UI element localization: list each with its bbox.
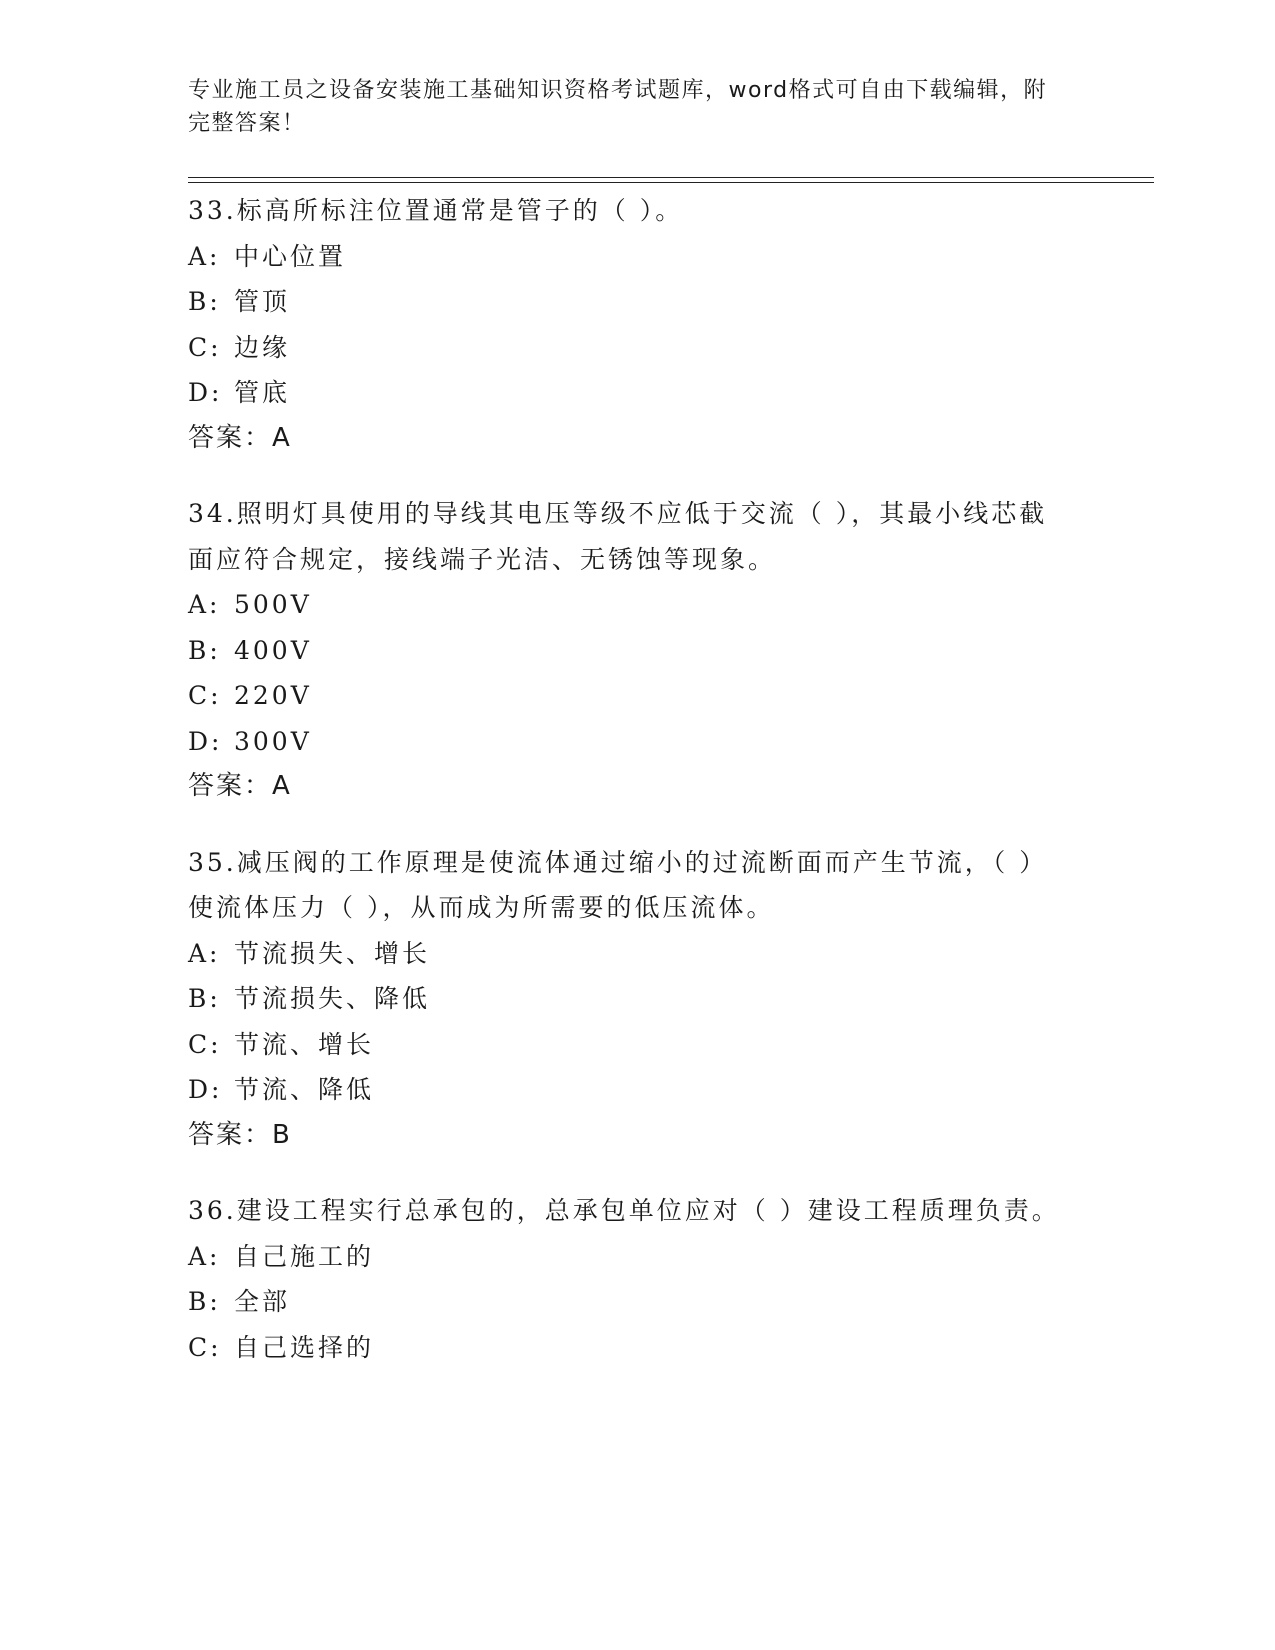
option-a bbox=[188, 582, 1068, 628]
option-c bbox=[188, 325, 1068, 371]
option-text: 220V bbox=[234, 681, 312, 710]
option-letter: B: bbox=[188, 635, 221, 665]
option-a bbox=[188, 931, 1068, 977]
document-header: 专业施工员之设备安装施工基础知识资格考试题库，word格式可自由下载编辑，附完整答案！ bbox=[188, 78, 1048, 136]
option-a bbox=[188, 234, 1068, 280]
option-letter: D: bbox=[188, 378, 223, 407]
option-text: 自己施工的 bbox=[234, 1241, 375, 1271]
option-text: 节流损失、降低 bbox=[234, 984, 431, 1013]
option-b bbox=[188, 1279, 1068, 1325]
option-c bbox=[188, 673, 1068, 719]
question-stem: 33.标高所标注位置通常是管子的（ ）。 bbox=[188, 196, 684, 225]
option-letter: D: bbox=[188, 726, 223, 756]
option-text: 全部 bbox=[234, 1287, 291, 1316]
header-divider-bottom bbox=[188, 182, 1154, 183]
answer-line: 答案：B bbox=[188, 1119, 292, 1150]
option-text: 管顶 bbox=[234, 287, 291, 316]
option-text: 管底 bbox=[234, 378, 291, 407]
option-letter: A: bbox=[188, 590, 221, 619]
option-d bbox=[188, 1067, 1068, 1113]
question-35 bbox=[188, 840, 1068, 1159]
option-c bbox=[188, 1325, 1068, 1371]
option-letter: C: bbox=[188, 332, 222, 362]
option-text: 节流损失、增长 bbox=[234, 938, 431, 968]
question-36 bbox=[188, 1188, 1068, 1370]
option-text: 中心位置 bbox=[234, 241, 347, 271]
option-letter: C: bbox=[188, 681, 222, 710]
option-c bbox=[188, 1022, 1068, 1068]
option-a bbox=[188, 1234, 1068, 1280]
question-stem: 36.建设工程实行总承包的，总承包单位应对（ ）建设工程质理负责。 bbox=[188, 1196, 1060, 1225]
answer-line: 答案：A bbox=[188, 771, 292, 801]
option-letter: A: bbox=[188, 241, 221, 271]
option-letter: A: bbox=[188, 1241, 221, 1271]
option-b bbox=[188, 976, 1068, 1022]
option-d bbox=[188, 370, 1068, 416]
option-text: 300V bbox=[234, 726, 312, 756]
option-letter: D: bbox=[188, 1075, 223, 1104]
option-letter: A: bbox=[188, 938, 221, 968]
option-text: 节流、降低 bbox=[234, 1075, 375, 1104]
option-d bbox=[188, 719, 1068, 765]
option-text: 节流、增长 bbox=[234, 1029, 375, 1059]
option-letter: B: bbox=[188, 1287, 221, 1316]
option-text: 自己选择的 bbox=[234, 1332, 375, 1362]
question-stem: 34.照明灯具使用的导线其电压等级不应低于交流（ ），其最小线芯截面应符合规定，接线端子光洁、无锈蚀等现象。 bbox=[188, 499, 1048, 574]
question-33 bbox=[188, 188, 1068, 461]
option-letter: B: bbox=[188, 287, 221, 316]
option-letter: C: bbox=[188, 1029, 222, 1059]
option-letter: B: bbox=[188, 984, 221, 1013]
option-b bbox=[188, 628, 1068, 674]
option-text: 500V bbox=[234, 590, 312, 619]
option-text: 边缘 bbox=[234, 332, 291, 362]
header-divider-top bbox=[188, 177, 1154, 178]
question-stem: 35.减压阀的工作原理是使流体通过缩小的过流断面而产生节流，（ ）使流体压力（ ），从而成为所需要的低压流体。 bbox=[188, 847, 1048, 922]
question-34 bbox=[188, 491, 1068, 810]
option-text: 400V bbox=[234, 635, 312, 665]
question-list bbox=[188, 188, 1068, 1400]
option-b bbox=[188, 279, 1068, 325]
answer-line: 答案：A bbox=[188, 422, 292, 453]
option-letter: C: bbox=[188, 1332, 222, 1362]
